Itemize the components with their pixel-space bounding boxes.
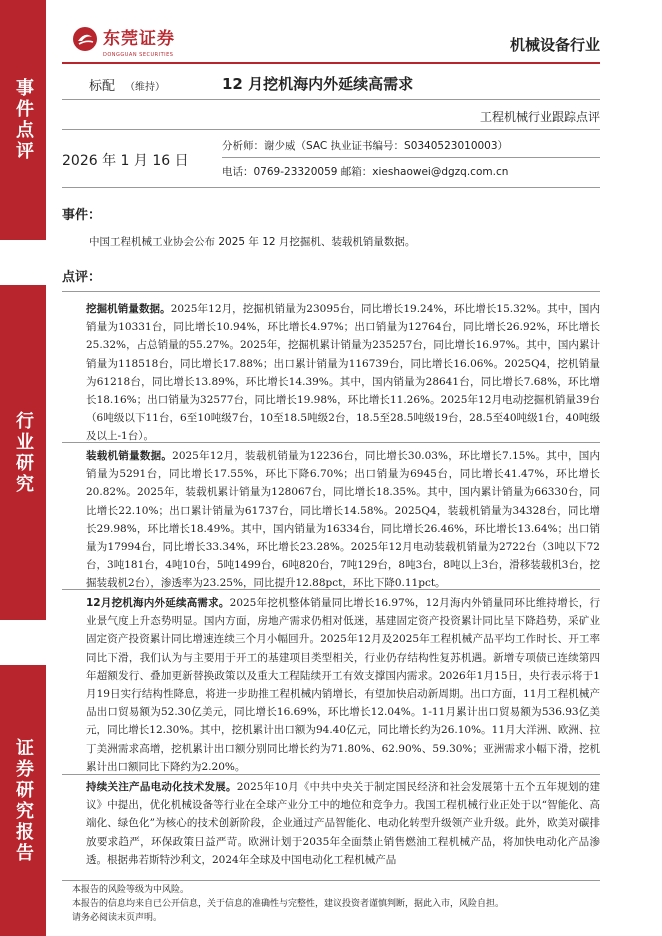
p1-rule bbox=[62, 442, 600, 443]
rating-sub: （维持） bbox=[125, 82, 166, 93]
comment-heading: 点评： bbox=[62, 270, 102, 285]
company-logo bbox=[72, 26, 175, 52]
electrification-paragraph bbox=[86, 778, 600, 869]
footer-rule bbox=[62, 880, 600, 881]
rating bbox=[89, 75, 165, 94]
sidebar-industry-research-label: 行业研究 bbox=[13, 410, 34, 495]
p2-rule bbox=[62, 589, 600, 590]
sidebar-event-comment-label: 事件点评 bbox=[13, 78, 34, 162]
analyst-info: 分析师：谢少威（SAC 执业证书编号：S0340523010003） bbox=[222, 140, 509, 152]
logo-text-en: DONGGUAN SECURITIES bbox=[103, 52, 174, 58]
title-rule bbox=[62, 99, 600, 100]
contact-info: 电话：0769-23320059 邮箱：xieshaowei@dgzq.com.cn bbox=[222, 166, 509, 178]
sidebar-industry-research bbox=[0, 285, 46, 620]
loader-sales-body: 2025年12月，装载机销量为12236台，同比增长30.03%，环比增长7.15%。其中，国内销量为5291台，同比增长17.55%，环比下降6.70%；出口销量为6945台，同比增长41.47%，环比增长20.82%。2025年，装载机累计销量为128067台，同比增长18.35%。其中，国内累计销量为66330台，同比增长22.10%；出口累计销量为61737台，同比增长14.58%。2025Q4，装载机销量为34328台，同比增长29.98%，环比增长18.49%。其中，国内销量为16334台，同比增长26.46%，环比增长13.64%；出口销量为17994台，同比增长33.34%，环比增长23.28%。2025年12月电动装载机销量为2722台（3吨以下72台，3吨181台，4吨10台，5吨1499台，6吨820台，7吨129台，8吨3台，8吨以上3台，滑移装载机3台，挖掘装载机2台），渗透率为23.25%，同比提升12.88pct，环比下降0.11pct。 bbox=[86, 450, 600, 590]
footer-read-statement: 请务必阅读末页声明。 bbox=[72, 913, 163, 923]
comment-rule bbox=[62, 291, 600, 292]
logo-emblem-icon bbox=[72, 26, 98, 52]
left-sidebar bbox=[0, 0, 46, 936]
industry-name: 机械设备行业 bbox=[509, 36, 600, 54]
subtitle-rule bbox=[62, 129, 600, 130]
electrification-title: 持续关注产品电动化技术发展。 bbox=[86, 781, 237, 793]
excavator-demand-body: 2025年挖机整体销量同比增长16.97%，12月海内外销量同环比维持增长，行业景气度上升态势明显。国内方面，房地产需求仍相对低迷，基建固定资产投资累计同比呈下降趋势，采矿业固定资产投资累计同比增速连续三个月小幅回升。2025年12月及2025年工程机械产品平均工作时长、开工率同比下滑，我们认为与主要用于开工的基建项目类型相关，行业仍存结构性复苏机遇。新增专项债已连续第四年超额发行、叠加更新替换政策以及重大工程陆续开工有效支撑国内需求。2026年1月15日，央行表示将于1月19日实行结构性降息，将进一步助推工程机械内销增长，有望加快启动新周期。出口方面，11月工程机械产品出口贸易额为52.30亿美元，同比增长16.69%，环比增长12.04%。1-11月累计出口贸易额为536.93亿美元，同比增长12.30%。其中，挖机累计出口额为94.40亿元，同比增长约为26.10%。11月大洋洲、欧洲、拉丁美洲需求高增，挖机累计出口额分别同比增长约为71.80%、62.90%、59.30%；亚洲需求小幅下滑，挖机累计出口额同比下降约为2.20%。 bbox=[86, 597, 600, 773]
sidebar-securities-report bbox=[0, 665, 46, 936]
excavator-sales-paragraph bbox=[86, 300, 600, 446]
report-title: 12 月挖机海内外延续高需求 bbox=[222, 75, 414, 93]
logo-text-cn: 东莞证券 bbox=[103, 28, 175, 49]
report-date: 2026 年 1 月 16 日 bbox=[62, 153, 189, 169]
rating-label: 标配 bbox=[89, 79, 116, 94]
sidebar-event-comment bbox=[0, 0, 46, 240]
sidebar-securities-report-label: 证券研究报告 bbox=[13, 737, 34, 864]
report-subtitle: 工程机械行业跟踪点评 bbox=[479, 110, 600, 124]
electrification-body: 2025年10月《中共中央关于制定国民经济和社会发展第十五个五年规划的建议》中提出，优化机械设备等行业在全球产业分工中的地位和竞争力。我国工程机械行业正处于以“智能化、高端化、绿色化”为核心的技术创新阶段，企业通过产品智能化、电动化转型升级领产业升级。此外，欧美对碳排放要求趋严，环保政策日益严苛。欧洲计划于2035年全面禁止销售燃油工程机械产品，将加快电动化产品渗透。根据弗若斯特沙利文，2024年全球及中国电动化工程机械产品 bbox=[86, 781, 601, 866]
analyst-rule bbox=[222, 157, 600, 158]
excavator-sales-body: 2025年12月，挖掘机销量为23095台，同比增长19.24%，环比增长15.32%。其中，国内销量为10331台，同比增长10.94%，环比增长4.97%；出口销量为12764台，同比增长26.92%，环比增长25.32%，占总销量的55.27%。2025年，挖掘机累计销量为235257台，同比增长16.97%。其中，国内累计销量为118518台，同比增长17.88%；出口累计销量为116739台，同比增长16.06%。2025Q4，挖机销量为61218台，同比增长13.89%，环比增长14.39%。其中，国内销量为28641台，同比增长7.68%，环比增长18.16%；出口销量为32577台，同比增长19.98%，环比增长11.26%。2025年12月电动挖掘机销量39台（6吨级以下11台，6至10吨级7台，10至18.5吨级2台，18.5至28.5吨级19台，28.5至40吨级1台，40吨级及以上-1台）。 bbox=[86, 303, 601, 443]
footer-disclaimer: 本报告的信息均来自已公开信息，关于信息的准确性与完整性，建议投资者谨慎判断，据此入市，风险自担。 bbox=[72, 899, 505, 909]
event-text: 中国工程机械工业协会公布 2025 年 12 月挖掘机、装载机销量数据。 bbox=[89, 236, 416, 248]
footer-risk-level: 本报告的风险等级为中风险。 bbox=[72, 885, 190, 895]
excavator-sales-title: 挖掘机销量数据。 bbox=[86, 303, 171, 315]
p3-rule bbox=[62, 774, 600, 775]
event-heading: 事件： bbox=[62, 208, 102, 223]
loader-sales-title: 装载机销量数据。 bbox=[86, 450, 173, 462]
excavator-demand-paragraph bbox=[86, 594, 600, 776]
header-rule bbox=[62, 62, 600, 64]
loader-sales-paragraph bbox=[86, 447, 600, 593]
excavator-demand-title: 12月挖机海内外延续高需求。 bbox=[86, 597, 230, 609]
meta-rule bbox=[62, 187, 600, 188]
